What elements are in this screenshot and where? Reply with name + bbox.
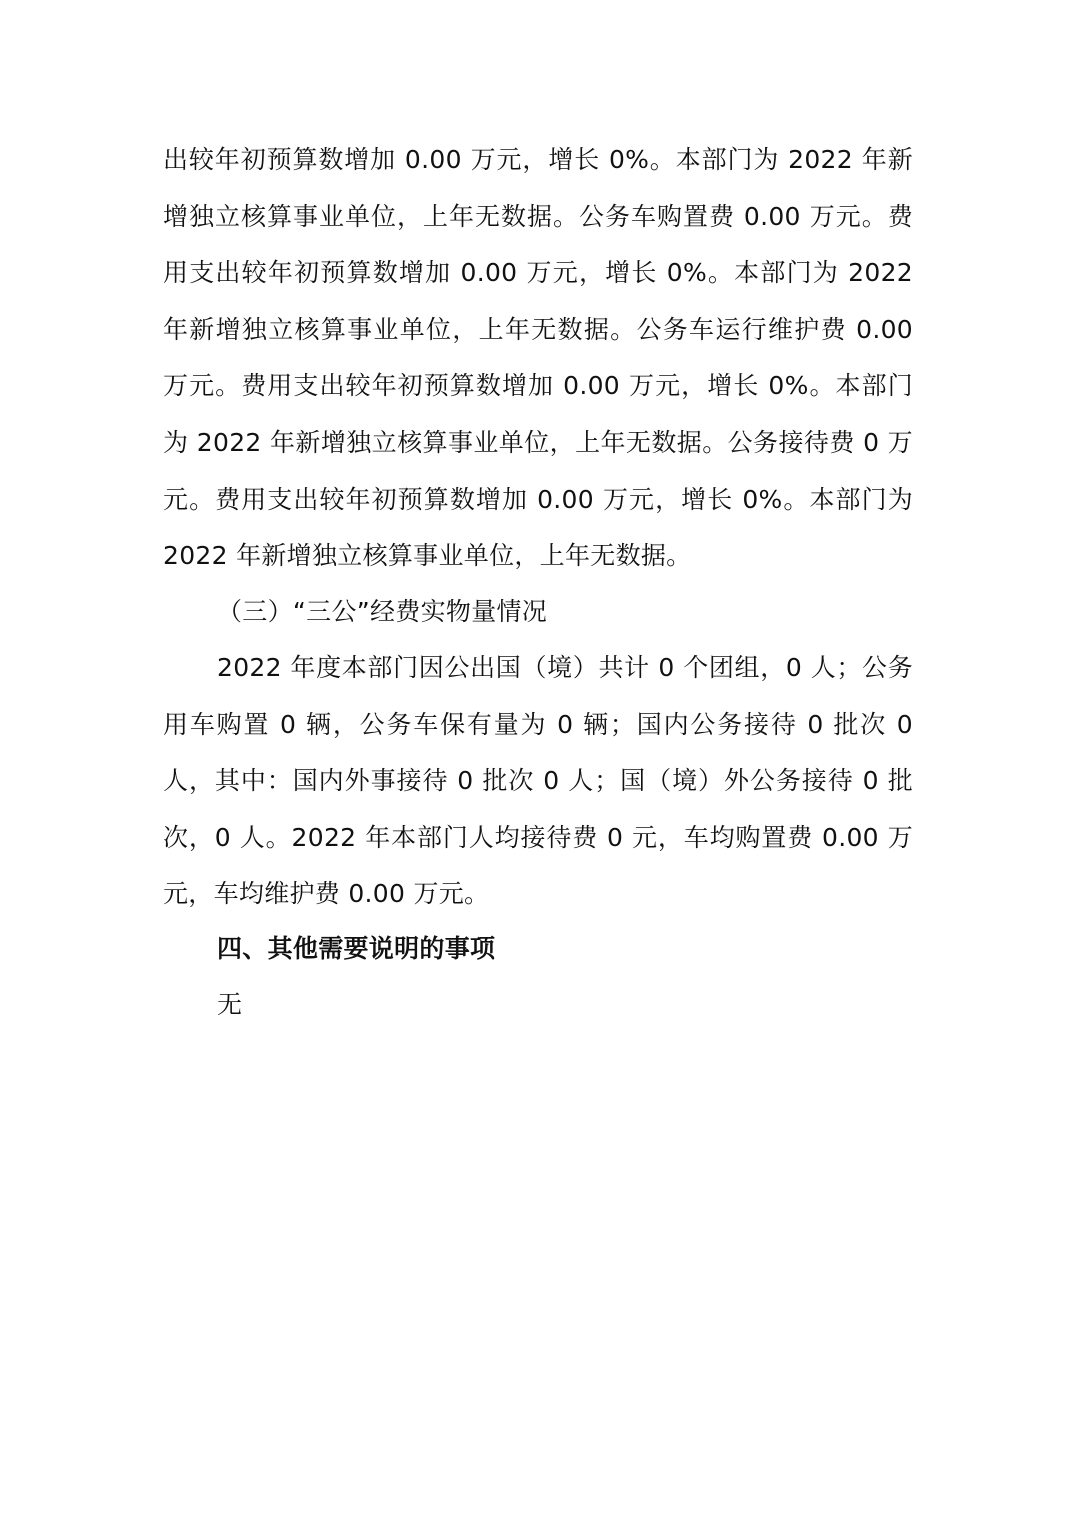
paragraph-none: 无 <box>217 990 243 1019</box>
paragraph-physical-quantity: 2022 年度本部门因公出国（境）共计 0 个团组，0 人；公务用车购置 0 辆，公务车保有量为 0 辆；国内公务接待 0 批次 0 人，其中：国内外事接待 0 批次 0 人；国（境）外公务接待 0 批次，0 人。2022 年本部门人均接待费 0 元，车均购置费 0.00 万元，车均维护费 0.00 万元。 <box>163 653 913 909</box>
paragraph-continuation: 出较年初预算数增加 0.00 万元，增长 0%。本部门为 2022 年新增独立核算事业单位，上年无数据。公务车购置费 0.00 万元。费用支出较年初预算数增加 0.00 万元，增长 0%。本部门为 2022 年新增独立核算事业单位，上年无数据。公务车运行维护费 0.00 万元。费用支出较年初预算数增加 0.00 万元，增长 0%。本部门为 2022 年新增独立核算事业单位，上年无数据。公务接待费 0 万元。费用支出较年初预算数增加 0.00 万元，增长 0%。本部门为 2022 年新增独立核算事业单位，上年无数据。 <box>163 145 913 571</box>
section-heading-other-matters: 四、其他需要说明的事项 <box>217 934 496 963</box>
subheading-sanggong-physical-quantity: （三）“三公”经费实物量情况 <box>217 597 548 626</box>
